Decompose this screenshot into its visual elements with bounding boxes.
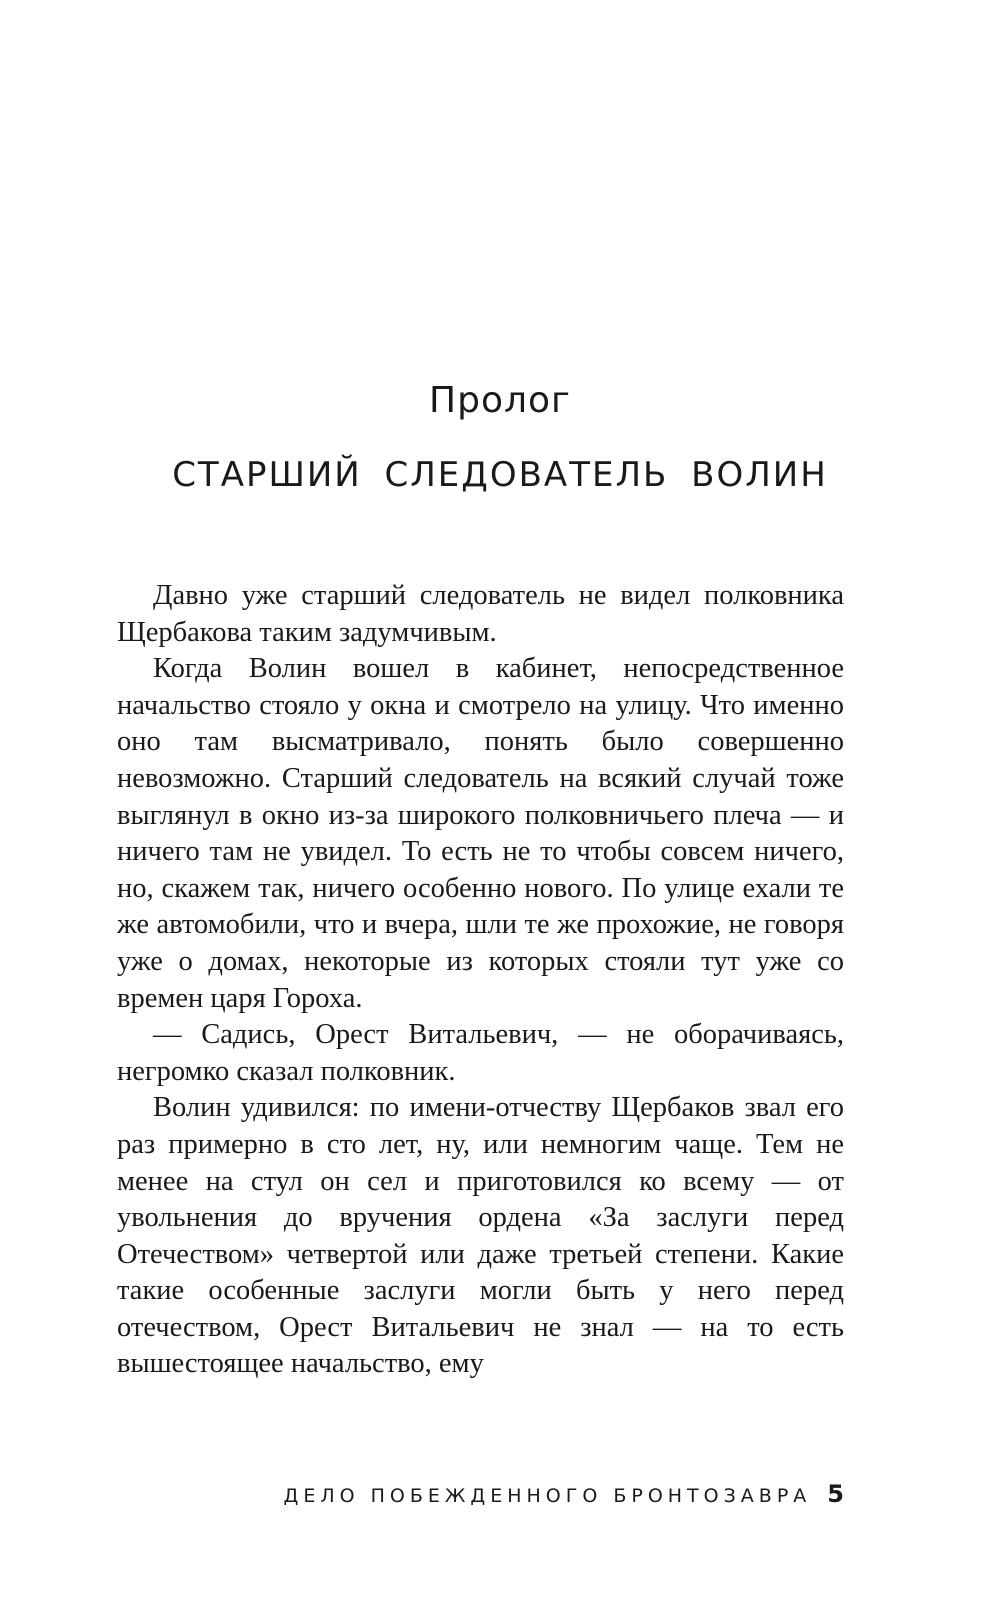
running-footer <box>117 1480 844 1508</box>
body-text <box>117 578 844 1383</box>
paragraph: Когда Волин вошел в кабинет, непосредственное начальство стояло у окна и смотрело на улицу. Что именно оно там высматривало, понять было совершенно невозможно. Старший следователь на всякий случай тоже выглянул в окно из-за широкого полковничьего плеча — и ничего там не увидел. То есть не то чтобы совсем ничего, но, скажем так, ничего особенно нового. По улице ехали те же автомобили, что и вчера, шли те же прохожие, не говоря уже о домах, некоторые из которых стояли тут уже со времен царя Гороха. <box>117 653 844 1014</box>
running-title: ДЕЛО ПОБЕЖДЕННОГО БРОНТОЗАВРА <box>283 1485 812 1507</box>
paragraph: Давно уже старший следователь не видел полковника Щербакова таким задумчивым. <box>117 580 844 648</box>
page-number: 5 <box>827 1480 844 1508</box>
chapter-title: СТАРШИЙ СЛЕДОВАТЕЛЬ ВОЛИН <box>172 455 828 495</box>
chapter-label: Пролог <box>429 380 571 421</box>
paragraph: — Садись, Орест Витальевич, — не оборачиваясь, негромко сказал полковник. <box>117 1019 844 1087</box>
paragraph: Волин удивился: по имени-отчеству Щербаков звал его раз примерно в сто лет, ну, или немногим чаще. Тем не менее на стул он сел и приготовился ко всему — от увольнения до вручения ордена «За заслуги перед Отечеством» четвертой или даже третьей степени. Какие такие особенные заслуги могли быть у него перед отечеством, Орест Витальевич не знал — на то есть вышестоящее начальство, ему <box>117 1092 844 1380</box>
